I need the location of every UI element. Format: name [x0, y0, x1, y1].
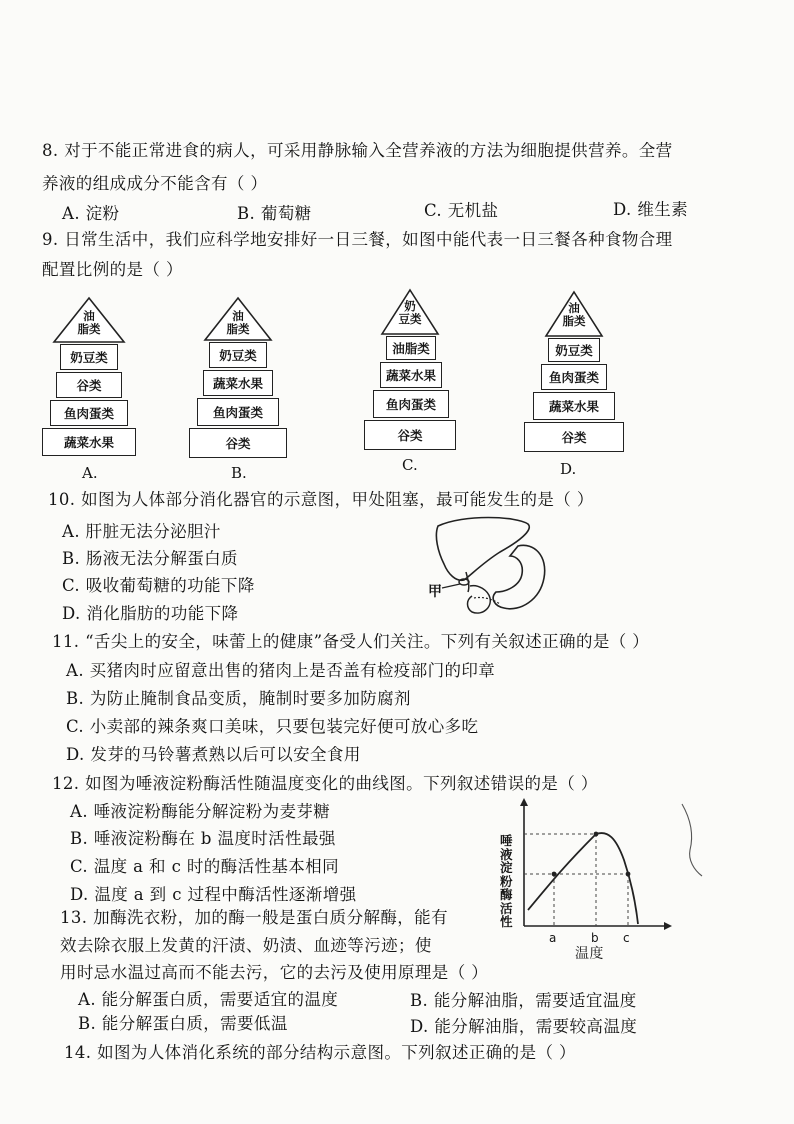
q13-line1: 13. 加酶洗衣粉，加的酶一般是蛋白质分解酶，能有 — [60, 908, 448, 927]
graph-tick-c: c — [623, 931, 630, 945]
q12-option-d: D. 温度 a 到 c 过程中酶活性逐渐增强 — [70, 885, 357, 904]
q8-option-b: B. 葡萄糖 — [237, 204, 312, 223]
pyramid-c — [364, 288, 456, 478]
q10-option-c: C. 吸收葡萄糖的功能下降 — [62, 576, 255, 595]
pencil-mark — [672, 800, 712, 880]
q8-line1: 8. 对于不能正常进食的病人，可采用静脉输入全营养液的方法为细胞提供营养。全营 — [42, 141, 673, 160]
q12-option-b: B. 唾液淀粉酶在 b 温度时活性最强 — [70, 829, 336, 848]
q8-option-d: D. 维生素 — [613, 200, 689, 219]
tier-4: 谷类 — [524, 422, 624, 452]
q11-option-b: B. 为防止腌制食品变质，腌制时要多加防腐剂 — [66, 689, 411, 708]
tier-4: 蔬菜水果 — [42, 428, 136, 456]
point-b — [594, 832, 599, 837]
pyramid-b — [189, 296, 287, 486]
tier-2: 鱼肉蛋类 — [541, 364, 607, 390]
q8-option-a: A. 淀粉 — [62, 204, 120, 223]
q11-option-a: A. 买猪肉时应留意出售的猪肉上是否盖有检疫部门的印章 — [66, 661, 496, 680]
tier-2: 蔬菜水果 — [380, 362, 442, 388]
graph-tick-a: a — [549, 931, 557, 945]
pancreas-shape — [474, 597, 500, 604]
q11-option-d: D. 发芽的马铃薯煮熟以后可以安全食用 — [66, 745, 361, 764]
q14-stem: 14. 如图为人体消化系统的部分结构示意图。下列叙述正确的是（ ） — [64, 1043, 576, 1062]
pyramid-a — [42, 296, 136, 486]
q8-option-c: C. 无机盐 — [424, 201, 499, 220]
q11-stem: 11. “舌尖上的安全，味蕾上的健康”备受人们关注。下列有关叙述正确的是（ ） — [52, 632, 650, 651]
duodenum-shape — [468, 586, 491, 613]
tier-1: 奶豆类 — [209, 342, 267, 368]
tier-1: 油脂类 — [386, 336, 436, 360]
enzyme-activity-graph — [496, 798, 676, 958]
q12-stem: 12. 如图为唾液淀粉酶活性随温度变化的曲线图。下列叙述错误的是（ ） — [52, 774, 598, 793]
tier-3: 鱼肉蛋类 — [373, 390, 449, 418]
q11-option-c: C. 小卖部的辣条爽口美味，只要包装完好便可放心多吃 — [66, 717, 479, 736]
pyramid-label: C. — [402, 456, 418, 474]
tier-3: 鱼肉蛋类 — [50, 400, 128, 426]
q10-option-b: B. 肠液无法分解蛋白质 — [62, 549, 238, 568]
q13-option-b: B. 能分解蛋白质，需要低温 — [78, 1014, 288, 1033]
q13-option-a: A. 能分解蛋白质，需要适宜的温度 — [78, 990, 339, 1009]
pyramid-label: A. — [82, 464, 98, 482]
label-pointer — [442, 584, 460, 588]
q13-line3: 用时忌水温过高而不能去污，它的去污及使用原理是（ ） — [60, 963, 489, 982]
graph-ylabel: 唾液淀粉酶活性 — [500, 833, 513, 929]
tier-3: 蔬菜水果 — [533, 392, 615, 420]
q13-option-c: B. 能分解油脂，需要适宜温度 — [410, 991, 637, 1010]
pyramid-roof-label: 油 脂类 — [77, 309, 101, 336]
q10-option-a: A. 肝脏无法分泌胆汁 — [62, 522, 221, 541]
point-c — [626, 872, 631, 877]
tier-2: 谷类 — [56, 372, 122, 398]
tier-4: 谷类 — [189, 428, 287, 458]
y-axis-arrow — [520, 798, 528, 806]
tier-3: 鱼肉蛋类 — [197, 398, 279, 426]
tier-4: 谷类 — [364, 420, 456, 450]
tier-1: 奶豆类 — [548, 338, 600, 362]
q12-option-c: C. 温度 a 和 c 时的酶活性基本相同 — [70, 857, 339, 876]
pyramid-label: B. — [231, 464, 247, 482]
tier-2: 蔬菜水果 — [203, 370, 273, 396]
point-a — [552, 872, 557, 877]
x-axis-arrow — [664, 922, 672, 930]
q9-line2: 配置比例的是（ ） — [42, 260, 183, 279]
q9-line1: 9. 日常生活中，我们应科学地安排好一日三餐，如图中能代表一日三餐各种食物合理 — [42, 230, 673, 249]
pyramid-d — [524, 290, 624, 480]
pyramid-roof-label: 油 脂类 — [226, 309, 250, 336]
pyramid-roof-label: 油 脂类 — [562, 301, 586, 328]
q12-option-a: A. 唾液淀粉酶能分解淀粉为麦芽糖 — [70, 802, 331, 821]
q13-option-d: D. 能分解油脂，需要较高温度 — [410, 1017, 638, 1036]
figure-label-jia: 甲 — [428, 584, 443, 600]
digestive-organs-figure — [424, 512, 554, 624]
q10-option-d: D. 消化脂肪的功能下降 — [62, 604, 239, 623]
q10-stem: 10. 如图为人体部分消化器官的示意图，甲处阻塞，最可能发生的是（ ） — [48, 490, 594, 509]
q13-line2: 效去除衣服上发黄的汗渍、奶渍、血迹等污迹；使 — [60, 936, 432, 955]
q8-line2: 养液的组成成分不能含有（ ） — [42, 174, 268, 193]
pyramid-roof-label: 奶 豆类 — [398, 299, 422, 326]
graph-tick-b: b — [591, 931, 600, 945]
activity-curve — [528, 833, 638, 924]
stomach-shape — [493, 545, 545, 608]
pyramid-label: D. — [560, 460, 577, 478]
graph-xlabel: 温度 — [575, 946, 604, 962]
tier-1: 奶豆类 — [60, 344, 118, 370]
